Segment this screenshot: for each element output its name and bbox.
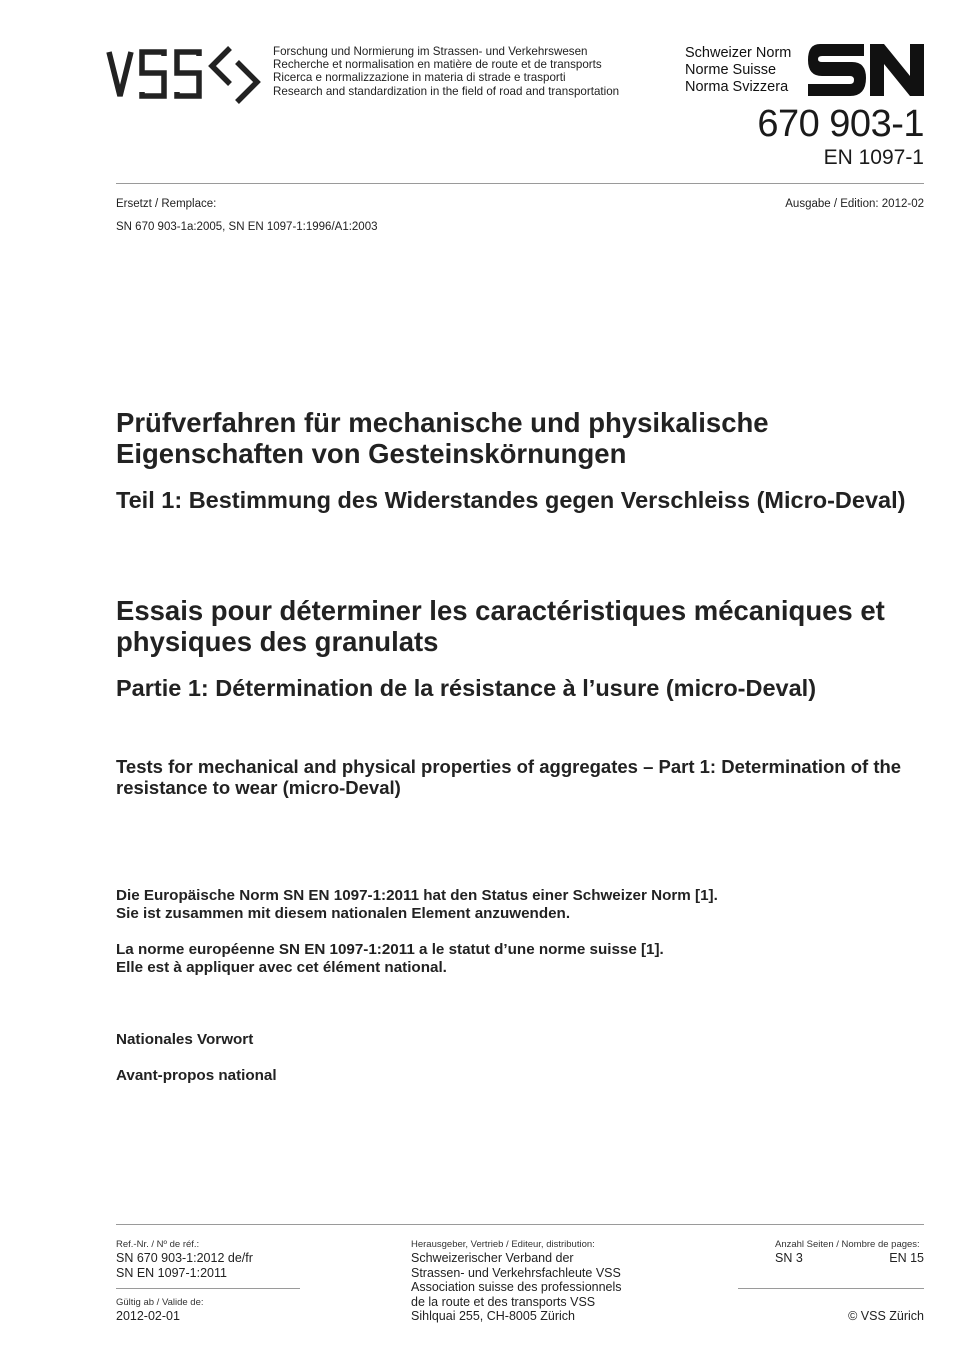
norm-name-de: Schweizer Norm bbox=[685, 45, 792, 61]
status-line: La norme européenne SN EN 1097-1:2011 a le statut d’une norme suisse [1]. bbox=[116, 941, 664, 958]
org-tagline bbox=[273, 45, 619, 98]
footer-ref-divider bbox=[116, 1288, 300, 1289]
publisher-line: de la route et des transports VSS bbox=[411, 1294, 596, 1309]
norm-type-names bbox=[685, 45, 791, 96]
vss-logo bbox=[106, 42, 266, 104]
pages-sn: SN 3 bbox=[775, 1251, 803, 1265]
replaces-value: SN 670 903-1a:2005, SN EN 1097-1:1996/A1:2003 bbox=[116, 221, 378, 233]
subtitle-fr: Partie 1: Détermination de la résistance à l’usure (micro-Deval) bbox=[116, 675, 817, 701]
publisher-address bbox=[411, 1251, 622, 1324]
national-foreword-heading-de: Nationales Vorwort bbox=[116, 1031, 254, 1048]
norm-name-fr: Norme Suisse bbox=[685, 62, 777, 78]
norm-name-it: Norma Svizzera bbox=[685, 79, 789, 95]
edition-date: Ausgabe / Edition: 2012-02 bbox=[785, 198, 924, 210]
ref-value: SN 670 903-1:2012 de/fr bbox=[116, 1251, 253, 1265]
status-line: Die Europäische Norm SN EN 1097-1:2011 hat den Status einer Schweizer Norm [1]. bbox=[116, 887, 718, 904]
valid-value: 2012-02-01 bbox=[116, 1309, 180, 1323]
ref-values bbox=[116, 1251, 253, 1280]
tagline-line: Research and standardization in the field of road and transportation bbox=[273, 84, 620, 98]
subtitle-de: Teil 1: Bestimmung des Widerstandes gegen Verschleiss (Micro-Deval) bbox=[116, 487, 906, 513]
title-en: Tests for mechanical and physical properties of aggregates – Part 1: Determination of the resistance to wear (micro-Deval) bbox=[116, 756, 902, 798]
en-standard-number: EN 1097-1 bbox=[823, 146, 924, 169]
standard-number: 670 903-1 bbox=[757, 103, 924, 145]
footer-divider bbox=[116, 1224, 924, 1225]
status-statement-fr bbox=[116, 941, 916, 977]
publisher-line: Strassen- und Verkehrsfachleute VSS bbox=[411, 1265, 621, 1280]
footer-pages-divider bbox=[738, 1288, 924, 1289]
header-divider bbox=[116, 183, 924, 184]
copyright: © VSS Zürich bbox=[848, 1309, 924, 1323]
title-de: Prüfverfahren für mechanische und physikalische Eigenschaften von Gesteinskörnungen bbox=[116, 407, 769, 469]
ref-value: SN EN 1097-1:2011 bbox=[116, 1265, 227, 1280]
tagline-line: Recherche et normalisation en matière de route et de transports bbox=[273, 58, 602, 72]
valid-label: Gültig ab / Valide de: bbox=[116, 1297, 204, 1308]
pages-en: EN 15 bbox=[889, 1251, 924, 1265]
pages-label: Anzahl Seiten / Nombre de pages: bbox=[775, 1239, 920, 1250]
status-statement-de bbox=[116, 887, 916, 923]
publisher-label: Herausgeber, Vertrieb / Editeur, distribution: bbox=[411, 1239, 595, 1250]
tagline-line: Ricerca e normalizzazione in materia di strade e trasporti bbox=[273, 71, 566, 85]
status-line: Elle est à appliquer avec cet élément national. bbox=[116, 959, 447, 976]
title-fr: Essais pour déterminer les caractéristiques mécaniques et physiques des granulats bbox=[116, 595, 885, 657]
publisher-line: Sihlquai 255, CH-8005 Zürich bbox=[411, 1309, 575, 1324]
status-line: Sie ist zusammen mit diesem nationalen Element anzuwenden. bbox=[116, 905, 571, 922]
publisher-line: Association suisse des professionnels bbox=[411, 1280, 622, 1295]
national-foreword-heading-fr: Avant-propos national bbox=[116, 1067, 277, 1084]
replaces-label: Ersetzt / Remplace: bbox=[116, 198, 217, 210]
sn-logo bbox=[808, 44, 924, 96]
publisher-line: Schweizerischer Verband der bbox=[411, 1251, 574, 1265]
tagline-line: Forschung und Normierung im Strassen- und Verkehrswesen bbox=[273, 45, 588, 58]
ref-label: Ref.-Nr. / Nº de réf.: bbox=[116, 1239, 200, 1250]
